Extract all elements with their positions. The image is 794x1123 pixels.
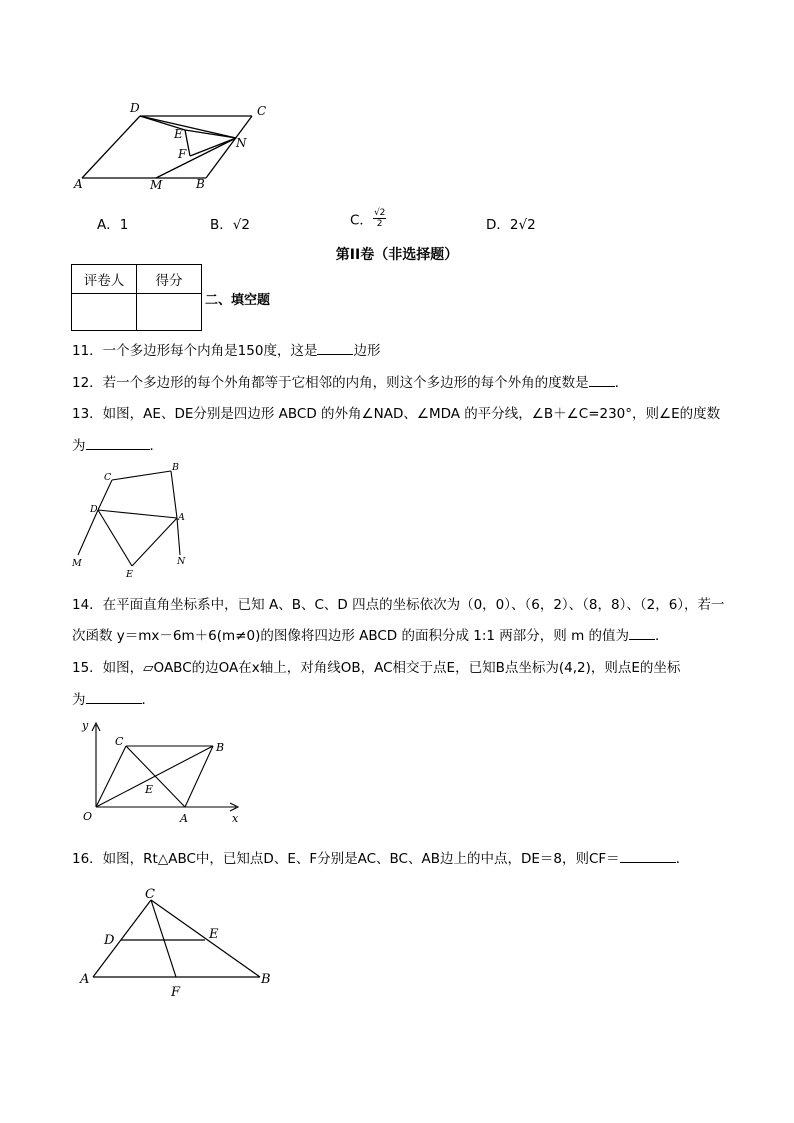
q16-blank xyxy=(620,850,676,863)
option-b xyxy=(210,213,250,233)
grader-cell-2 xyxy=(137,294,202,331)
q13-text: 为 xyxy=(72,438,86,454)
option-a: A．1 xyxy=(97,217,129,233)
q15-tail: ． xyxy=(141,692,155,708)
label-D: D xyxy=(90,504,98,515)
label-B: B xyxy=(172,462,179,473)
option-d-value: 2√2 xyxy=(509,217,536,233)
label-C: C xyxy=(115,735,124,748)
question-16 xyxy=(72,847,689,867)
label-E: E xyxy=(209,927,219,942)
label-x: x xyxy=(232,812,239,825)
label-F: F xyxy=(178,147,187,161)
label-F: F xyxy=(171,985,181,1000)
q11-tail: 边形 xyxy=(353,343,381,359)
q14-text: 次函数 y＝mx－6m＋6(m≠0)的图像将四边形 ABCD 的面积分成 1:1 两部分，则 m 的值为 xyxy=(72,628,630,644)
q14-tail: ． xyxy=(655,628,669,644)
label-D: D xyxy=(130,101,140,115)
figure-parallelogram-q10 xyxy=(70,100,280,192)
label-B: B xyxy=(216,741,225,754)
option-b-prefix: B． xyxy=(210,217,233,233)
figure-triangle-q16 xyxy=(75,882,275,1002)
part-title: 第II卷（非选择题） xyxy=(335,247,459,263)
label-A: A xyxy=(74,177,83,191)
q15-text: 为 xyxy=(72,692,86,708)
q15-blank xyxy=(86,691,142,704)
option-c-numerator: √2 xyxy=(373,208,386,218)
grader-cell-1 xyxy=(72,294,137,331)
label-O: O xyxy=(83,810,93,823)
label-B: B xyxy=(196,177,205,191)
q12-blank xyxy=(589,374,615,387)
figure-coordinate-q15 xyxy=(70,715,250,830)
grader-col-1: 评卷人 xyxy=(72,265,137,294)
label-E: E xyxy=(126,569,133,580)
option-c xyxy=(350,208,386,229)
grader-table xyxy=(71,264,202,331)
q16-text: 16．如图，Rt△ABC中，已知点D、E、F分别是AC、BC、AB边上的中点，DE＝8，则CF＝ xyxy=(72,851,620,867)
option-d-prefix: D． xyxy=(486,217,510,233)
grader-col-2: 得分 xyxy=(137,265,202,294)
question-13-line-1: 13．如图，AE、DE分别是四边形 ABCD 的外角∠NAD、∠MDA 的平分线，∠B＋∠C=230°，则∠E的度数 xyxy=(72,406,721,422)
label-B: B xyxy=(261,972,271,987)
label-N: N xyxy=(236,136,247,150)
section-title: 二、填空题 xyxy=(205,293,271,308)
label-D: D xyxy=(104,933,115,948)
question-14-line-1: 14．在平面直角坐标系中，已知 A、B、C、D 四点的坐标依次为（0，0）、（6，2）、（8，8）、（2，6），若一 xyxy=(72,597,725,613)
label-C: C xyxy=(104,472,112,483)
label-C: C xyxy=(145,887,155,902)
option-c-denominator: 2 xyxy=(376,219,383,229)
q13-tail: ． xyxy=(149,438,163,454)
q12-text: 12．若一个多边形的每个外角都等于它相邻的内角，则这个多边形的每个外角的度数是 xyxy=(72,375,589,391)
question-11 xyxy=(72,339,380,359)
q11-blank xyxy=(317,342,353,355)
label-M: M xyxy=(150,178,163,192)
q13-blank xyxy=(86,437,150,450)
label-A: A xyxy=(80,972,90,987)
question-15-line-1: 15．如图，▱OABC的边OA在x轴上，对角线OB，AC相交于点E，已知B点坐标为(4,2)，则点E的坐标 xyxy=(72,660,681,676)
label-E: E xyxy=(145,783,154,796)
label-C: C xyxy=(257,104,267,118)
q16-tail: ． xyxy=(675,851,690,867)
option-c-prefix: C． xyxy=(350,212,373,229)
figure-quadrilateral-q13 xyxy=(68,458,198,582)
question-13-line-2 xyxy=(72,434,163,454)
label-M: M xyxy=(72,558,82,569)
q12-tail: ． xyxy=(614,375,629,391)
label-N: N xyxy=(177,556,186,567)
label-A: A xyxy=(178,512,185,523)
question-14-line-2 xyxy=(72,624,669,644)
question-12 xyxy=(72,371,628,391)
label-y: y xyxy=(82,719,89,732)
label-A: A xyxy=(180,812,188,825)
option-b-value: √2 xyxy=(232,217,250,233)
question-15-line-2 xyxy=(72,688,155,708)
q11-text: 11．一个多边形每个内角是150度，这是 xyxy=(72,343,318,359)
option-d xyxy=(486,213,536,233)
q14-blank xyxy=(629,627,655,640)
label-E: E xyxy=(174,127,183,141)
